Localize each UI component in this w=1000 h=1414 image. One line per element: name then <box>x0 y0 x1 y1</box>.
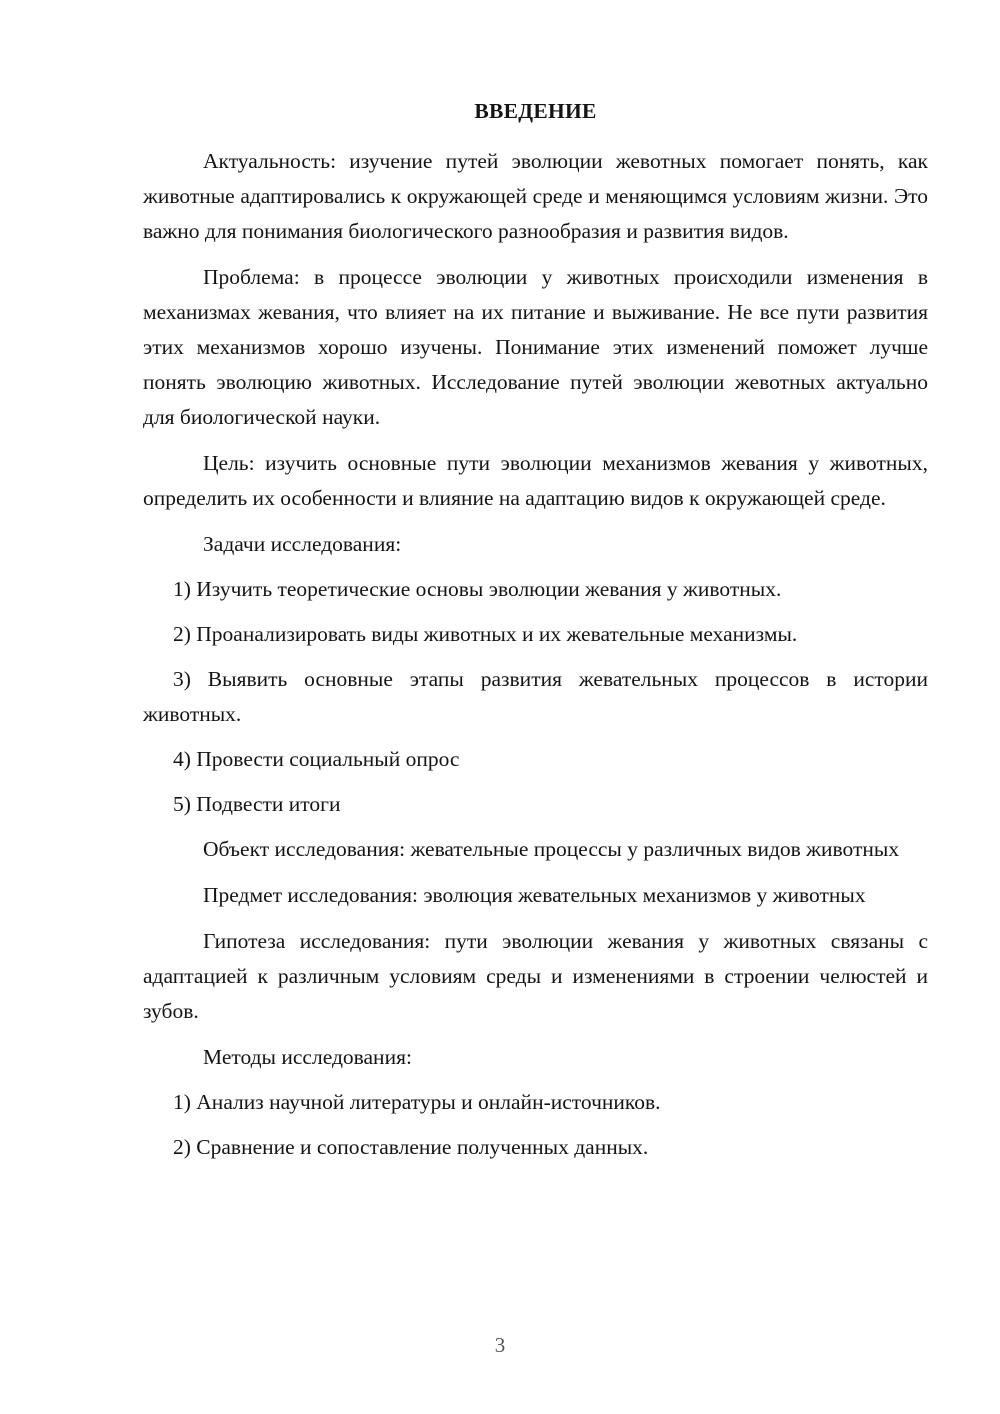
methods-heading: Методы исследования: <box>203 1045 412 1069</box>
tasks-heading: Задачи исследования: <box>203 532 402 556</box>
method-item-2: 2) Сравнение и сопоставление полученных данных. <box>173 1135 649 1159</box>
task-item-2: 2) Проанализировать виды животных и их жевательные механизмы. <box>173 622 798 646</box>
page-number: 3 <box>494 1333 506 1357</box>
relevance-paragraph: Актуальность: изучение путей эволюции жевотных помогает понять, как животные адаптировались к окружающей среде и меняющимся условиям жизни. Это важно для понимания биологического разнообразия и развития видов. <box>143 149 928 243</box>
goal-paragraph: Цель: изучить основные пути эволюции механизмов жевания у животных, определить их особенности и влияние на адаптацию видов к окружающей среде. <box>143 451 928 510</box>
object-paragraph: Объект исследования: жевательные процессы у различных видов животных <box>203 837 900 861</box>
problem-paragraph: Проблема: в процессе эволюции у животных происходили изменения в механизмах жевания, что влияет на их питание и выживание. Не все пути развития этих механизмов хорошо изучены. Понимание этих изменений поможет лучше понять эволюцию животных. Исследование путей эволюции жевотных актуально для биологической науки. <box>143 265 928 429</box>
task-item-5: 5) Подвести итоги <box>173 792 341 816</box>
section-title: ВВЕДЕНИЕ <box>474 99 597 123</box>
method-item-1: 1) Анализ научной литературы и онлайн-источников. <box>173 1090 661 1114</box>
document-page <box>143 96 928 1175</box>
subject-paragraph: Предмет исследования: эволюция жевательных механизмов у животных <box>203 883 866 907</box>
task-item-1: 1) Изучить теоретические основы эволюции жевания у животных. <box>173 577 782 601</box>
task-item-4: 4) Провести социальный опрос <box>173 747 460 771</box>
task-item-3: 3) Выявить основные этапы развития жевательных процессов в истории животных. <box>143 667 928 726</box>
hypothesis-paragraph: Гипотеза исследования: пути эволюции жевания у животных связаны с адаптацией к различным условиям среды и изменениями в строении челюстей и зубов. <box>143 929 928 1023</box>
